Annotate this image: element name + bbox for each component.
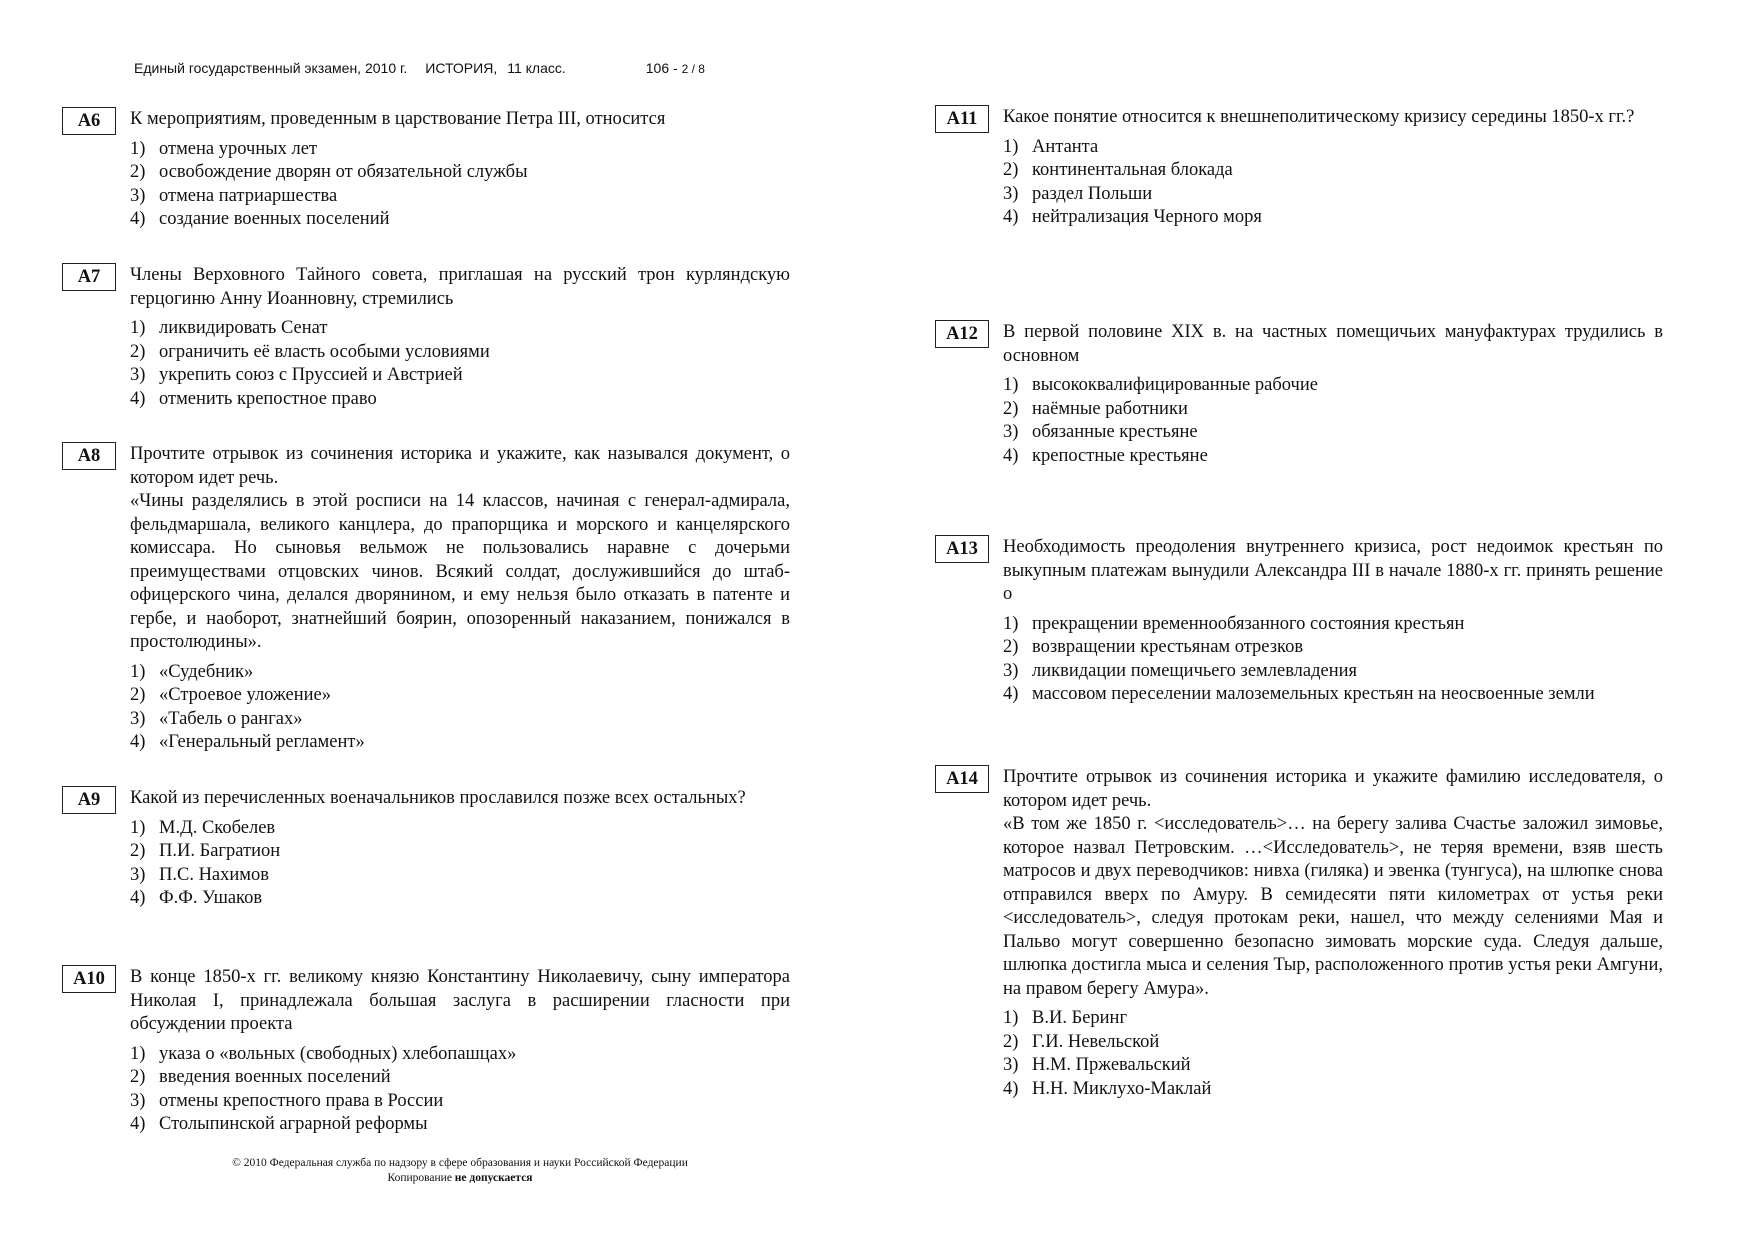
option-4[interactable]: 4) крепостные крестьяне	[1003, 445, 1208, 466]
variant-code: 106 -	[645, 60, 678, 76]
task-a10	[62, 966, 790, 1137]
source-quote: «Чины разделялись в этой росписи на 14 классов, начиная с генерал-адмирала, фельдмаршала, великого канцлера, до прапорщика и морского и канцелярского комиссара. Но сыновья вельмож не пользовались наравне с дочерьми преимуществами отцовских чинов. Всякий солдат, дослужившийся до штаб-офицерского чина, делался дворянином, и ему нельзя было отказать в патенте и гербе, и наоборот, знатнейший боярин, опозоренный наказанием, понижался в простолюдины».	[130, 491, 790, 652]
task-a7	[62, 264, 790, 411]
page-number: 2 / 8	[681, 62, 705, 76]
answer-options	[130, 138, 790, 232]
option-1[interactable]: 1) ликвидировать Сенат	[130, 318, 328, 338]
page-header	[134, 60, 705, 76]
answer-options	[130, 817, 790, 911]
task-a6	[62, 108, 790, 232]
option-3[interactable]: 3) укрепить союз с Пруссией и Австрией	[130, 365, 463, 385]
answer-options	[130, 317, 790, 411]
task-number: A14	[935, 765, 989, 793]
option-1[interactable]: 1) Антанта	[1003, 136, 1099, 157]
option-1[interactable]: 1) указа о «вольных (свободных) хлебопашцах»	[130, 1043, 517, 1064]
answer-options	[1003, 136, 1663, 230]
task-a8	[62, 443, 790, 755]
task-number: A9	[62, 786, 116, 814]
task-number: A11	[935, 105, 989, 133]
option-3[interactable]: 3) «Табель о рангах»	[130, 708, 303, 729]
answer-options	[130, 1043, 790, 1137]
option-1[interactable]: 1) М.Д. Скобелев	[130, 817, 276, 838]
option-2[interactable]: 2) Г.И. Невельской	[1003, 1031, 1160, 1052]
question-text: Прочтите отрывок из сочинения историка и укажите фамилию исследователя, о котором идет речь.	[1003, 767, 1663, 811]
option-2[interactable]: 2) П.И. Багратион	[130, 841, 281, 861]
task-number: A13	[935, 535, 989, 563]
task-a14	[935, 766, 1663, 1101]
answer-options	[1003, 374, 1663, 468]
task-number: A6	[62, 107, 116, 135]
page-footer	[200, 1156, 720, 1186]
exam-title: Единый государственный экзамен, 2010 г.	[134, 60, 408, 76]
option-2[interactable]: 2) ограничить её власть особыми условиями	[130, 341, 490, 362]
copyright-line: © 2010 Федеральная служба по надзору в сфере образования и науки Российской Федерации	[232, 1157, 688, 1169]
option-3[interactable]: 3) Н.М. Пржевальский	[1003, 1055, 1191, 1075]
option-2[interactable]: 2) освобождение дворян от обязательной службы	[130, 162, 528, 182]
option-4[interactable]: 4) отменить крепостное право	[130, 388, 377, 409]
option-4[interactable]: 4) создание военных поселений	[130, 209, 390, 229]
question-text: К мероприятиям, проведенным в царствование Петра III, относится	[130, 109, 666, 129]
question-text: Прочтите отрывок из сочинения историка и укажите, как назывался документ, о котором идет речь.	[130, 444, 790, 488]
option-4[interactable]: 4) нейтрализация Черного моря	[1003, 207, 1262, 227]
option-1[interactable]: 1) прекращении временнообязанного состояния крестьян	[1003, 613, 1465, 634]
option-2[interactable]: 2) наёмные работники	[1003, 398, 1188, 419]
task-a13	[935, 536, 1663, 707]
subject: ИСТОРИЯ,	[425, 60, 498, 76]
task-number: A8	[62, 442, 116, 470]
option-3[interactable]: 3) обязанные крестьяне	[1003, 422, 1198, 442]
option-3[interactable]: 3) раздел Польши	[1003, 183, 1153, 204]
option-3[interactable]: 3) отмены крепостного права в России	[130, 1090, 444, 1111]
task-number: A12	[935, 320, 989, 348]
option-2[interactable]: 2) «Строевое уложение»	[130, 685, 331, 705]
option-1[interactable]: 1) «Судебник»	[130, 661, 254, 682]
option-1[interactable]: 1) В.И. Беринг	[1003, 1008, 1128, 1028]
question-text: Какое понятие относится к внешнеполитическому кризису середины 1850-х гг.?	[1003, 107, 1635, 127]
option-1[interactable]: 1) высококвалифицированные рабочие	[1003, 375, 1318, 395]
option-2[interactable]: 2) возвращении крестьянам отрезков	[1003, 637, 1304, 657]
answer-options	[1003, 613, 1663, 707]
option-4[interactable]: 4) «Генеральный регламент»	[130, 732, 365, 752]
option-3[interactable]: 3) ликвидации помещичьего землевладения	[1003, 660, 1358, 681]
task-a11	[935, 106, 1663, 230]
option-4[interactable]: 4) массовом переселении малоземельных крестьян на неосвоенные земли	[1003, 684, 1595, 704]
source-quote: «В том же 1850 г. <исследователь>… на берегу залива Счастье заложил зимовье, которое назвал Петровским. …<Исследователь>, не теряя времени, взяв шесть матросов и двух переводчиков: нивха (гиляка) и эвенка (тунгуса), на шлюпке снова отправился вверх по Амуру. В семидесяти пяти километрах от устья реки <исследователь>, следуя протокам реки, нашел, что между селениями Мая и Пальво могут совершенно безопасно зимовать морские суда. Следуя дальше, шлюпка достигла мыса и селения Тыр, расположенного против устья реки Амгуни, на правом берегу Амура».	[1003, 814, 1663, 999]
question-text: Какой из перечисленных военачальников прославился позже всех остальных?	[130, 788, 746, 808]
task-number: A10	[62, 965, 116, 993]
question-text: Члены Верховного Тайного совета, приглашая на русский трон курляндскую герцогиню Анну Иоанновну, стремились	[130, 265, 790, 309]
task-a9	[62, 787, 790, 911]
question-text: В первой половине XIX в. на частных помещичьих мануфактурах трудились в основном	[1003, 322, 1663, 366]
copy-notice: Копирование не допускается	[387, 1172, 533, 1184]
question-text: Необходимость преодоления внутреннего кризиса, рост недоимок крестьян по выкупным платежам вынудили Александра III в начале 1880-х гг. принять решение о	[1003, 537, 1663, 604]
option-4[interactable]: 4) Н.Н. Миклухо-Маклай	[1003, 1078, 1212, 1099]
answer-options	[1003, 1007, 1663, 1101]
option-2[interactable]: 2) континентальная блокада	[1003, 160, 1233, 180]
option-2[interactable]: 2) введения военных поселений	[130, 1067, 391, 1087]
option-4[interactable]: 4) Ф.Ф. Ушаков	[130, 888, 263, 908]
option-4[interactable]: 4) Столыпинской аграрной реформы	[130, 1114, 428, 1134]
grade: 11 класс.	[507, 60, 566, 76]
question-text: В конце 1850-х гг. великому князю Константину Николаевичу, сыну императора Николая I, принадлежала большая заслуга в расширении гласности при обсуждении проекта	[130, 967, 790, 1034]
option-3[interactable]: 3) П.С. Нахимов	[130, 864, 269, 885]
task-a12	[935, 321, 1663, 468]
task-number: A7	[62, 263, 116, 291]
option-3[interactable]: 3) отмена патриаршества	[130, 185, 338, 206]
option-1[interactable]: 1) отмена урочных лет	[130, 138, 318, 159]
answer-options	[130, 661, 790, 755]
